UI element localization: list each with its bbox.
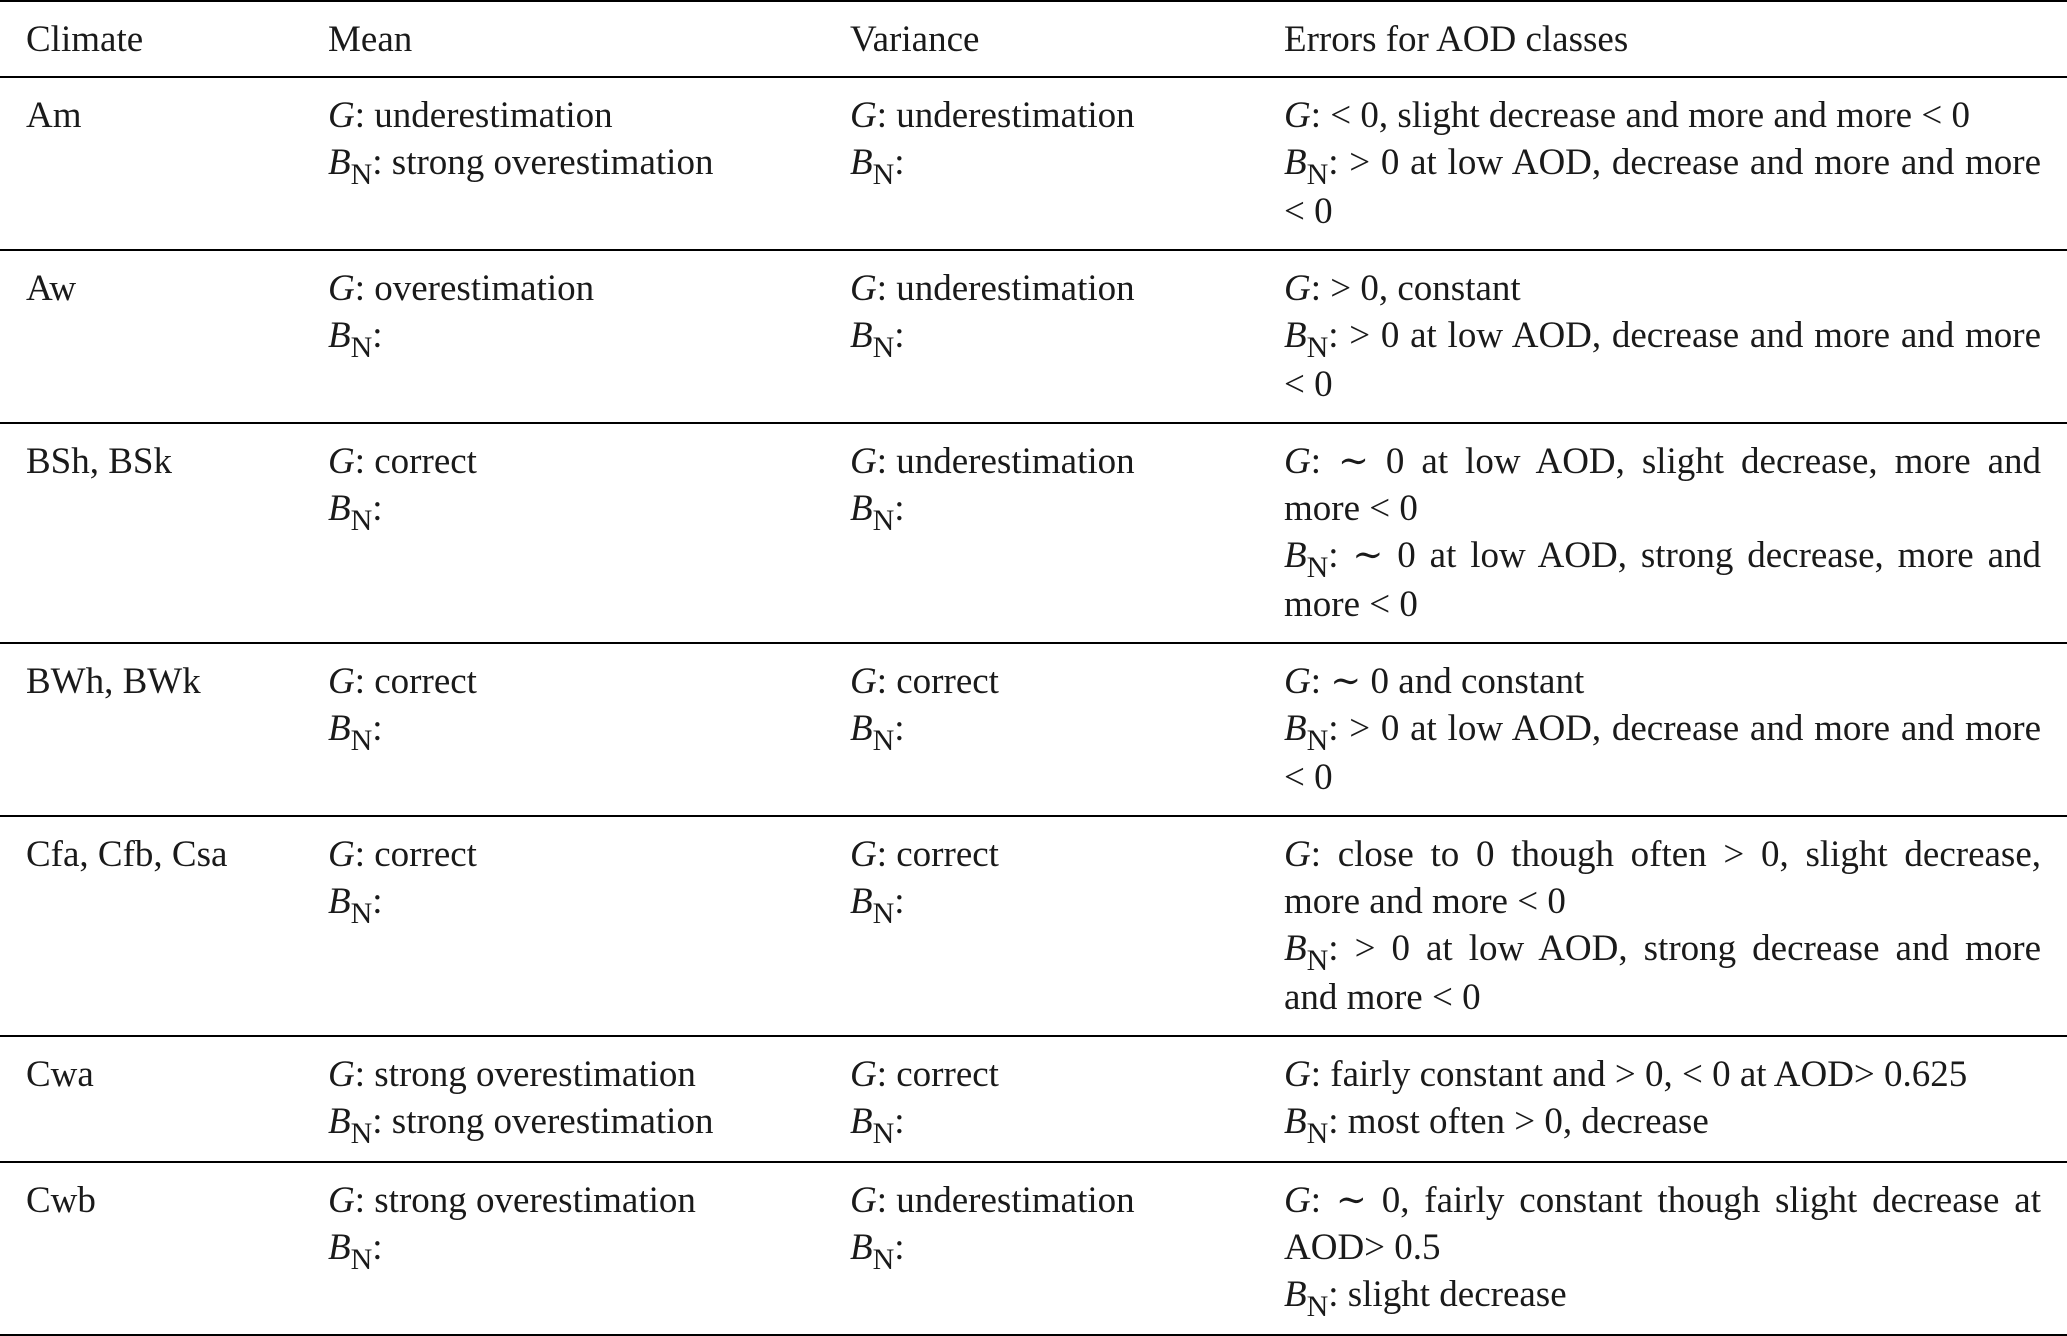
variance-g-line-text: : underestimation [876,268,1135,309]
subscript-n: N [872,158,895,191]
mean-b-line [328,1098,812,1150]
header-climate: Climate [26,19,144,60]
symbol-g: G [850,1054,877,1095]
mean-cell [300,643,822,816]
climate-cell: Am [26,95,82,136]
variance-b-line [850,139,1246,191]
subscript-n: N [350,724,373,757]
symbol-b: B [328,488,351,529]
mean-b-line-text: : [372,1227,383,1268]
errors-b-line-text: : > 0 at low AOD, decrease and more and more < 0 [1284,142,2041,232]
symbol-g: G [850,95,877,136]
symbol-g: G [850,268,877,309]
subscript-n: N [350,158,373,191]
table-row [0,816,2067,1036]
errors-g-line-text: : < 0, slight decrease and more and more < 0 [1310,95,1970,136]
errors-cell [1256,77,2067,250]
errors-b-line-text: : ∼ 0 at low AOD, strong decrease, more and more < 0 [1284,535,2041,625]
errors-b-line-text: : > 0 at low AOD, strong decrease and more and more < 0 [1284,928,2041,1018]
variance-b-line-text: : [894,315,905,356]
mean-b-line [328,1224,812,1276]
variance-b-line [850,878,1246,930]
table-row [0,423,2067,643]
symbol-b: B [328,1101,351,1142]
variance-cell [822,816,1256,1036]
mean-b-line [328,705,812,757]
mean-b-line-text: : strong overestimation [372,142,714,183]
variance-b-line-text: : [894,142,905,183]
variance-b-line-text: : [894,881,905,922]
subscript-n: N [872,897,895,930]
variance-b-line [850,705,1246,757]
mean-b-line [328,878,812,930]
mean-g-line-text: : correct [354,661,477,702]
mean-g-line-text: : overestimation [354,268,595,309]
variance-cell [822,1162,1256,1335]
mean-g-line [328,831,812,878]
errors-g-line [1284,92,2041,139]
subscript-n: N [872,1117,895,1150]
subscript-n: N [350,504,373,537]
errors-b-line [1284,532,2041,628]
variance-b-line [850,312,1246,364]
errors-g-line [1284,438,2041,532]
symbol-g: G [328,268,355,309]
mean-g-line [328,265,812,312]
errors-cell [1256,423,2067,643]
mean-cell [300,1036,822,1162]
variance-g-line-text: : correct [876,661,999,702]
subscript-n: N [872,331,895,364]
symbol-b: B [850,488,873,529]
variance-cell [822,1036,1256,1162]
table-row [0,1036,2067,1162]
mean-g-line [328,1051,812,1098]
errors-g-line-text: : ∼ 0, fairly constant though slight decrease at AOD> 0.5 [1284,1180,2041,1268]
symbol-g: G [850,441,877,482]
variance-b-line [850,485,1246,537]
subscript-n: N [1306,158,1329,191]
subscript-n: N [350,331,373,364]
symbol-b: B [328,1227,351,1268]
subscript-n: N [1306,331,1329,364]
climate-cell: Cwa [26,1054,94,1095]
table-header [0,1,2067,77]
errors-g-line-text: : ∼ 0 at low AOD, slight decrease, more and more < 0 [1284,441,2041,529]
variance-g-line [850,831,1246,878]
errors-b-line [1284,139,2041,235]
symbol-b: B [1284,315,1307,356]
mean-g-line [328,658,812,705]
variance-b-line-text: : [894,1101,905,1142]
errors-g-line-text: : fairly constant and > 0, < 0 at AOD> 0.625 [1310,1054,1968,1095]
symbol-b: B [850,142,873,183]
mean-g-line [328,438,812,485]
variance-b-line [850,1098,1246,1150]
variance-g-line-text: : correct [876,834,999,875]
errors-b-line [1284,1271,2041,1323]
variance-g-line [850,265,1246,312]
subscript-n: N [872,1243,895,1276]
mean-g-line-text: : strong overestimation [354,1054,696,1095]
errors-b-line [1284,705,2041,801]
variance-b-line-text: : [894,488,905,529]
subscript-n: N [350,897,373,930]
symbol-b: B [850,1227,873,1268]
mean-cell [300,423,822,643]
subscript-n: N [1306,944,1329,977]
symbol-b: B [850,881,873,922]
errors-g-line-text: : ∼ 0 and constant [1310,661,1585,702]
table-row [0,643,2067,816]
subscript-n: N [1306,1290,1329,1323]
symbol-g: G [328,1054,355,1095]
errors-g-line-text: : > 0, constant [1310,268,1521,309]
mean-b-line-text: : strong overestimation [372,1101,714,1142]
symbol-b: B [850,1101,873,1142]
mean-cell [300,250,822,423]
errors-g-line [1284,658,2041,705]
subscript-n: N [1306,1117,1329,1150]
climate-cell: Cwb [26,1180,96,1221]
errors-b-line-text: : slight decrease [1328,1274,1567,1315]
symbol-g: G [850,1180,877,1221]
table-row [0,250,2067,423]
climate-cell: BWh, BWk [26,661,201,702]
symbol-b: B [328,315,351,356]
symbol-b: B [1284,708,1307,749]
symbol-g: G [1284,441,1311,482]
climate-cell: Cfa, Cfb, Csa [26,834,228,875]
mean-b-line [328,485,812,537]
variance-cell [822,643,1256,816]
symbol-g: G [1284,268,1311,309]
table-row [0,1162,2067,1335]
symbol-g: G [1284,834,1311,875]
errors-b-line [1284,1098,2041,1150]
variance-g-line-text: : underestimation [876,95,1135,136]
variance-g-line [850,1051,1246,1098]
symbol-g: G [328,834,355,875]
variance-g-line-text: : underestimation [876,441,1135,482]
symbol-g: G [328,95,355,136]
mean-cell [300,77,822,250]
errors-b-line [1284,925,2041,1021]
subscript-n: N [1306,724,1329,757]
variance-g-line [850,1177,1246,1224]
mean-g-line-text: : correct [354,441,477,482]
errors-cell [1256,1036,2067,1162]
symbol-g: G [328,661,355,702]
mean-b-line-text: : [372,881,383,922]
header-mean: Mean [328,19,413,60]
symbol-b: B [1284,928,1307,969]
errors-cell [1256,1162,2067,1335]
errors-b-line [1284,312,2041,408]
variance-cell [822,250,1256,423]
errors-cell [1256,250,2067,423]
errors-b-line-text: : > 0 at low AOD, decrease and more and more < 0 [1284,315,2041,405]
subscript-n: N [350,1243,373,1276]
symbol-b: B [328,881,351,922]
symbol-g: G [850,834,877,875]
mean-g-line-text: : strong overestimation [354,1180,696,1221]
table-body [0,77,2067,1335]
header-variance: Variance [850,19,980,60]
variance-g-line [850,658,1246,705]
symbol-b: B [850,708,873,749]
variance-cell [822,77,1256,250]
variance-g-line-text: : underestimation [876,1180,1135,1221]
mean-b-line [328,312,812,364]
symbol-g: G [328,441,355,482]
mean-b-line-text: : [372,708,383,749]
symbol-b: B [850,315,873,356]
subscript-n: N [1306,551,1329,584]
errors-b-line-text: : most often > 0, decrease [1328,1101,1709,1142]
subscript-n: N [872,504,895,537]
mean-b-line [328,139,812,191]
errors-g-line [1284,265,2041,312]
variance-b-line-text: : [894,708,905,749]
mean-b-line-text: : [372,315,383,356]
symbol-b: B [1284,1101,1307,1142]
errors-g-line [1284,1177,2041,1271]
mean-b-line-text: : [372,488,383,529]
symbol-b: B [1284,142,1307,183]
variance-g-line [850,438,1246,485]
mean-g-line-text: : underestimation [354,95,613,136]
symbol-b: B [1284,535,1307,576]
climate-cell: BSh, BSk [26,441,173,482]
mean-g-line [328,92,812,139]
errors-b-line-text: : > 0 at low AOD, decrease and more and more < 0 [1284,708,2041,798]
errors-g-line [1284,831,2041,925]
variance-cell [822,423,1256,643]
table-row [0,77,2067,250]
variance-g-line-text: : correct [876,1054,999,1095]
header-row [0,1,2067,77]
symbol-b: B [328,708,351,749]
mean-g-line [328,1177,812,1224]
variance-g-line [850,92,1246,139]
symbol-b: B [1284,1274,1307,1315]
climate-cell: Aw [26,268,77,309]
errors-cell [1256,816,2067,1036]
variance-b-line-text: : [894,1227,905,1268]
symbol-g: G [1284,661,1311,702]
variance-b-line [850,1224,1246,1276]
errors-g-line [1284,1051,2041,1098]
symbol-g: G [850,661,877,702]
subscript-n: N [872,724,895,757]
mean-cell [300,1162,822,1335]
subscript-n: N [350,1117,373,1150]
errors-cell [1256,643,2067,816]
header-errors: Errors for AOD classes [1284,19,1629,60]
symbol-g: G [1284,1180,1311,1221]
symbol-b: B [328,142,351,183]
mean-g-line-text: : correct [354,834,477,875]
symbol-g: G [1284,1054,1311,1095]
symbol-g: G [1284,95,1311,136]
symbol-g: G [328,1180,355,1221]
mean-cell [300,816,822,1036]
errors-g-line-text: : close to 0 though often > 0, slight decrease, more and more < 0 [1284,834,2041,922]
